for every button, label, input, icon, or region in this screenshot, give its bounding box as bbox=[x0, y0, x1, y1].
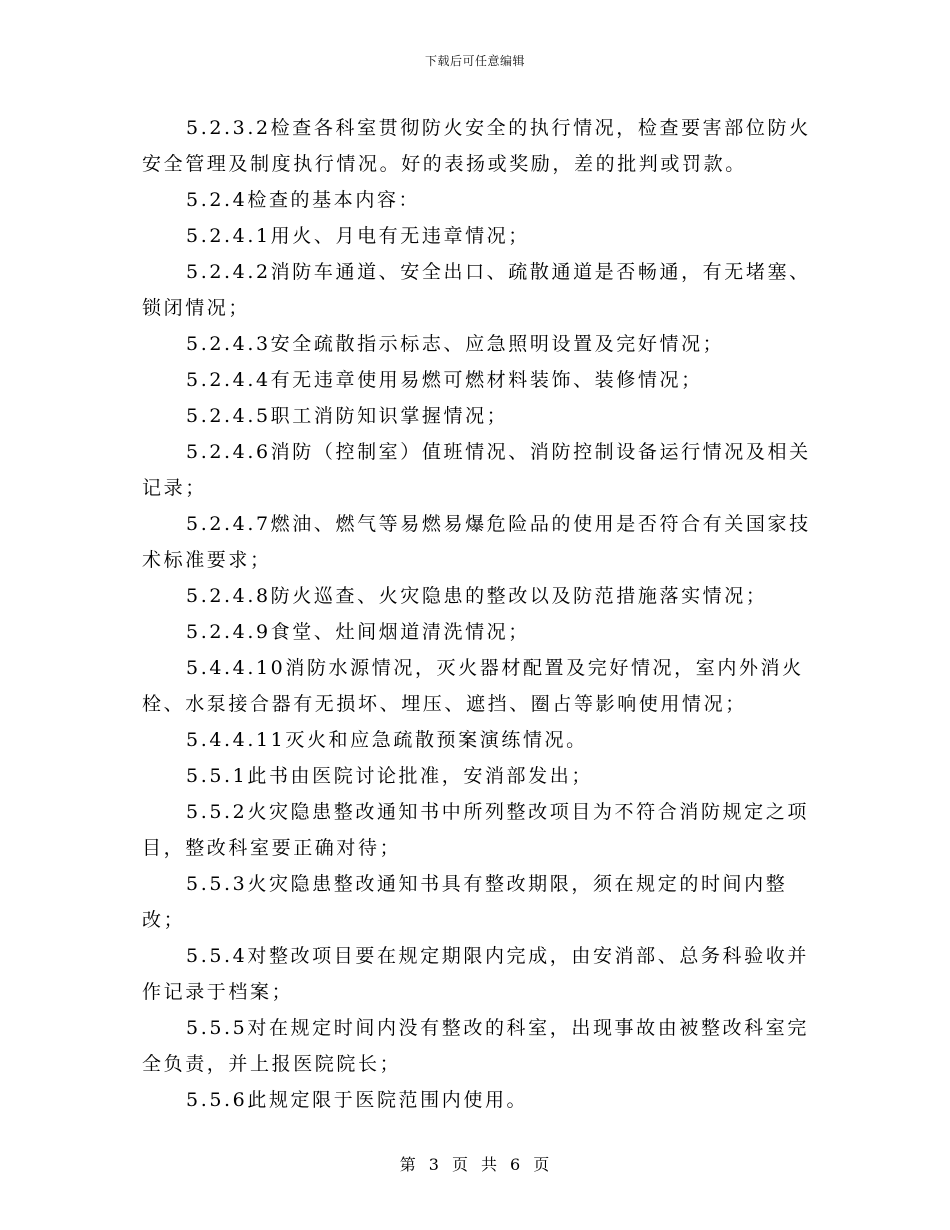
current-page-number: 3 bbox=[428, 1155, 440, 1174]
paragraph: 5.2.4.7燃油、燃气等易燃易爆危险品的使用是否符合有关国家技术标准要求； bbox=[142, 513, 811, 571]
footer-total-prefix: 共 bbox=[481, 1155, 499, 1174]
paragraph: 5.2.4检查的基本内容： bbox=[186, 189, 421, 211]
paragraph: 5.4.4.11灭火和应急疏散预案演练情况。 bbox=[186, 729, 588, 751]
paragraph: 5.2.4.9食堂、灶间烟道清洗情况； bbox=[186, 621, 530, 643]
page-header: 下载后可任意编辑 bbox=[424, 54, 525, 68]
paragraph: 5.2.4.8防火巡查、火灾隐患的整改以及防范措施落实情况； bbox=[186, 585, 768, 607]
footer-suffix: 页 bbox=[533, 1155, 551, 1174]
paragraph: 5.2.4.5职工消防知识掌握情况； bbox=[186, 405, 509, 427]
page-footer bbox=[0, 1152, 950, 1175]
paragraph: 5.2.3.2检查各科室贯彻防火安全的执行情况，检查要害部位防火安全管理及制度执行情况。好的表扬或奖励，差的批判或罚款。 bbox=[142, 117, 811, 175]
paragraph: 5.2.4.1用火、月电有无违章情况； bbox=[186, 225, 530, 247]
paragraph: 5.2.4.4有无违章使用易燃可燃材料装饰、装修情况； bbox=[186, 369, 703, 391]
total-pages-number: 6 bbox=[510, 1155, 522, 1174]
paragraph: 5.5.2火灾隐患整改通知书中所列整改项目为不符合消防规定之项目，整改科室要正确对待； bbox=[142, 801, 809, 859]
paragraph: 5.2.4.2消防车通道、安全出口、疏散通道是否畅通，有无堵塞、锁闭情况； bbox=[142, 261, 811, 319]
paragraph: 5.2.4.3安全疏散指示标志、应急照明设置及完好情况； bbox=[186, 333, 725, 355]
paragraph: 5.5.4对整改项目要在规定期限内完成，由安消部、总务科验收并作记录于档案； bbox=[142, 945, 809, 1003]
paragraph: 5.5.3火灾隐患整改通知书具有整改期限，须在规定的时间内整改； bbox=[142, 873, 788, 931]
paragraph: 5.5.1此书由医院讨论批准，安消部发出； bbox=[186, 765, 593, 787]
document-body bbox=[142, 110, 812, 1118]
paragraph: 5.5.6此规定限于医院范围内使用。 bbox=[186, 1089, 529, 1111]
footer-page-word: 页 bbox=[451, 1155, 469, 1174]
paragraph: 5.2.4.6消防（控制室）值班情况、消防控制设备运行情况及相关记录； bbox=[142, 441, 811, 499]
footer-prefix: 第 bbox=[399, 1155, 417, 1174]
paragraph: 5.4.4.10消防水源情况，灭火器材配置及完好情况，室内外消火栓、水泵接合器有无损坏、埋压、遮挡、圈占等影响使用情况； bbox=[142, 657, 804, 715]
paragraph: 5.5.5对在规定时间内没有整改的科室，出现事故由被整改科室完全负责，并上报医院院长； bbox=[142, 1017, 809, 1075]
